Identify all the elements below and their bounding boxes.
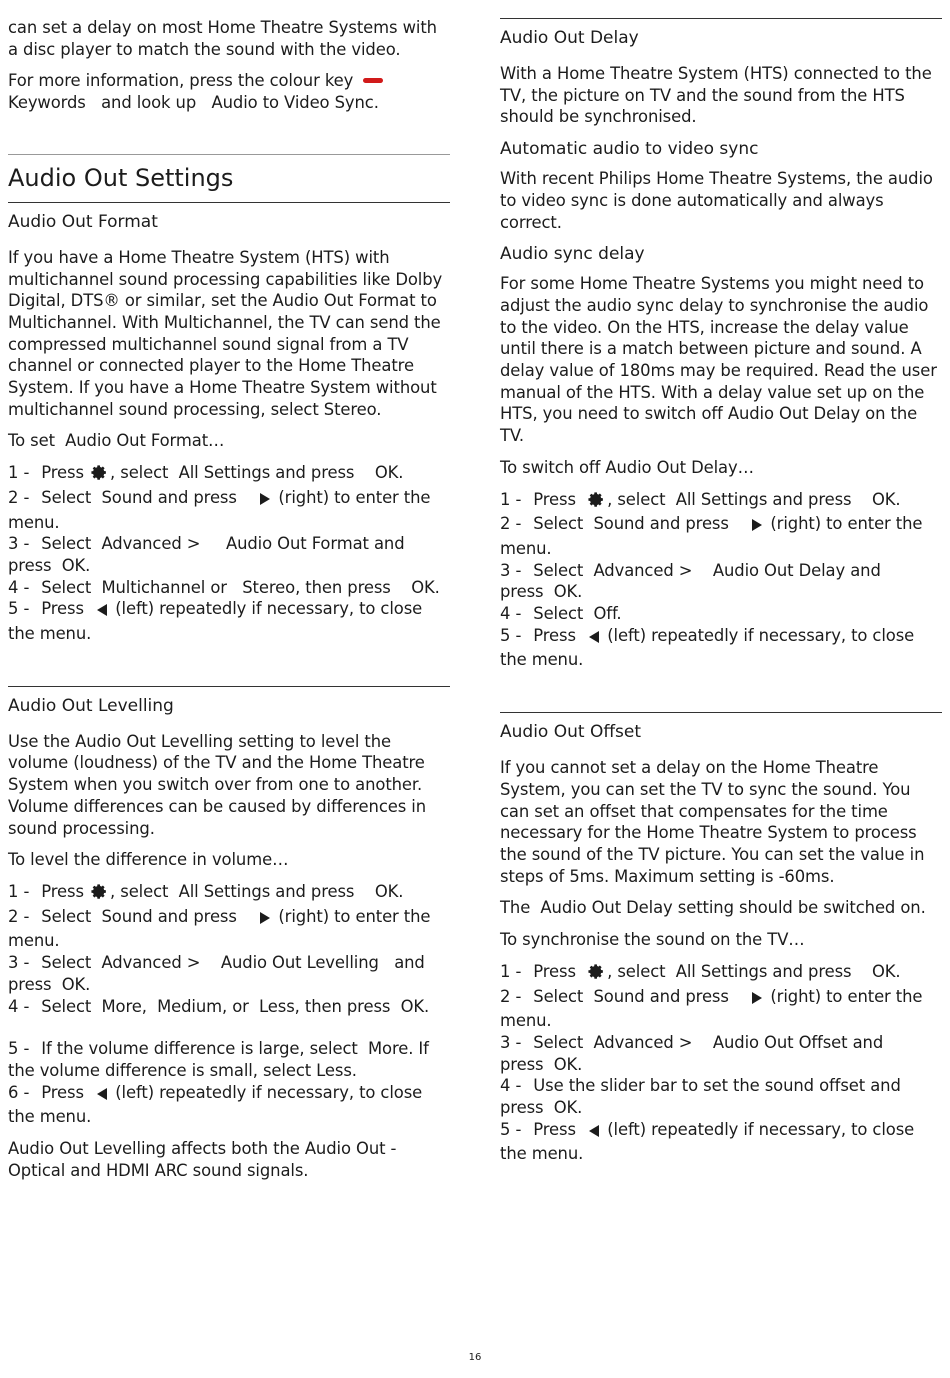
list-item: 2 - Select Sound and press (right) to enter the menu. (8, 906, 431, 951)
list-item: 1 - Press , select All Settings and press OK. (8, 462, 450, 487)
list-item: 4 - Select More, Medium, or Less, then press OK. (8, 996, 430, 1016)
to-set-line: To set Audio Out Format… (8, 431, 225, 451)
list-item: 1 - Press , select All Settings and press OK. (500, 961, 942, 986)
list-item: 2 - Select Sound and press (right) to enter the menu. (500, 514, 923, 558)
triangle-right-icon (751, 516, 763, 538)
triangle-left-icon (588, 1122, 600, 1144)
list-item: 5 - Press (left) repeatedly if necessary, to close the menu. (500, 625, 915, 670)
list-item: 3 - Select Advanced > Audio Out Delay and press OK. (500, 560, 881, 602)
intro-paragraph: can set a delay on most Home Theatre Systems with a disc player to match the sound with the video. (8, 18, 437, 59)
auto-sync-body: With recent Philips Home Theatre Systems, the audio to video sync is done automatically and always correct. (500, 169, 933, 232)
list-item: 6 - Press (left) repeatedly if necessary, to close the menu. (8, 1082, 423, 1127)
left-column (8, 0, 450, 1191)
levelling-steps (8, 881, 450, 1128)
audio-out-format-heading: Audio Out Format (8, 211, 158, 232)
list-item: 3 - Select Advanced > Audio Out Levelling and press OK. (8, 953, 425, 994)
keywords-link[interactable]: Keywords (8, 93, 86, 113)
audio-out-offset-heading: Audio Out Offset (500, 722, 642, 743)
gear-icon (91, 883, 108, 906)
audio-out-format-body: If you have a Home Theatre System (HTS) with multichannel sound processing capabilities like Dolby Digital, DTS® or similar, set the Audio Out Format to Multichannel. With Multichannel, the TV can send the compressed multichannel sound signal from a TV channel or connected player to the Home Theatre System. If you have a Home Theatre System without multichannel sound processing, select Stereo. (8, 247, 443, 419)
triangle-right-icon (259, 490, 271, 512)
gear-icon (91, 464, 108, 487)
audio-out-levelling-body: Use the Audio Out Levelling setting to level the volume (loudness) of the TV and the Home Theatre System when you switch over from one to another. Volume differences can be caused by differences in sound processing. (8, 731, 427, 838)
list-item: 2 - Select Sound and press (right) to enter the menu. (8, 487, 431, 532)
triangle-right-icon (259, 909, 271, 931)
audio-out-delay-body: With a Home Theatre System (HTS) connected to the TV, the picture on TV and the sound from the HTS should be synchronised. (500, 64, 932, 127)
switch-off-line: To switch off Audio Out Delay… (500, 457, 754, 477)
audio-out-offset-body: If you cannot set a delay on the Home Theatre System, you can set the TV to sync the sound. You can set an offset that compensates for the time necessary for the Home Theatre System to process the sound of the TV picture. You can set the value in steps of 5ms. Maximum setting is -60ms. (500, 758, 925, 886)
to-level-line: To level the difference in volume… (8, 850, 289, 870)
triangle-left-icon (96, 601, 108, 623)
audio-out-levelling-heading: Audio Out Levelling (8, 695, 174, 716)
red-color-key-icon (363, 78, 383, 83)
list-item: 4 - Use the slider bar to set the sound offset and press OK. (500, 1076, 901, 1118)
intro-more-paragraph: For more information, press the colour keyKeywords and look up Audio to Video Sync. (8, 70, 450, 113)
levelling-footer: Audio Out Levelling affects both the Audio Out - Optical and HDMI ARC sound signals. (8, 1139, 397, 1180)
triangle-left-icon (96, 1085, 108, 1107)
offset-steps (500, 961, 942, 1165)
sync-delay-body: For some Home Theatre Systems you might need to adjust the audio sync delay to synchronise the audio to the video. On the HTS, increase the delay value until there is a match between picture and sound. A delay value of 180ms may be required. Read the user manual of the HTS. With a delay value set up on the HTS, you need to switch off Audio Out Delay on the TV. (500, 274, 937, 446)
list-item: 3 - Select Advanced > Audio Out Format and press OK. (8, 534, 405, 575)
audio-to-video-sync-link[interactable]: Audio to Video Sync (211, 93, 374, 113)
format-steps (8, 462, 450, 645)
list-item: 4 - Select Multichannel or Stereo, then press OK. (8, 577, 440, 597)
auto-sync-heading: Automatic audio to video sync (500, 139, 759, 160)
list-item: 2 - Select Sound and press (right) to enter the menu. (500, 986, 923, 1031)
list-item: 3 - Select Advanced > Audio Out Offset and press OK. (500, 1032, 884, 1074)
list-item: 5 - Press (left) repeatedly if necessary, to close the menu. (500, 1119, 915, 1164)
triangle-right-icon (751, 989, 763, 1011)
list-item: 5 - Press (left) repeatedly if necessary, to close the menu. (8, 599, 423, 644)
page-number: 16 (468, 1352, 482, 1363)
list-item: 5 - If the volume difference is large, select More. If the volume difference is small, select Less. (8, 1039, 429, 1080)
offset-note: The Audio Out Delay setting should be switched on. (500, 898, 926, 918)
right-column (500, 0, 942, 1165)
list-item: 4 - Select Off. (500, 604, 622, 624)
audio-out-delay-heading: Audio Out Delay (500, 28, 639, 48)
triangle-left-icon (588, 628, 600, 650)
to-sync-line: To synchronise the sound on the TV… (500, 930, 805, 950)
list-item: 1 - Press , select All Settings and press OK. (500, 489, 942, 514)
section-title: Audio Out Settings (8, 163, 234, 192)
gear-icon (588, 491, 605, 514)
delay-steps (500, 489, 942, 672)
gear-icon (588, 963, 605, 986)
sync-delay-heading: Audio sync delay (500, 244, 645, 265)
list-item: 1 - Press , select All Settings and press OK. (8, 881, 450, 906)
